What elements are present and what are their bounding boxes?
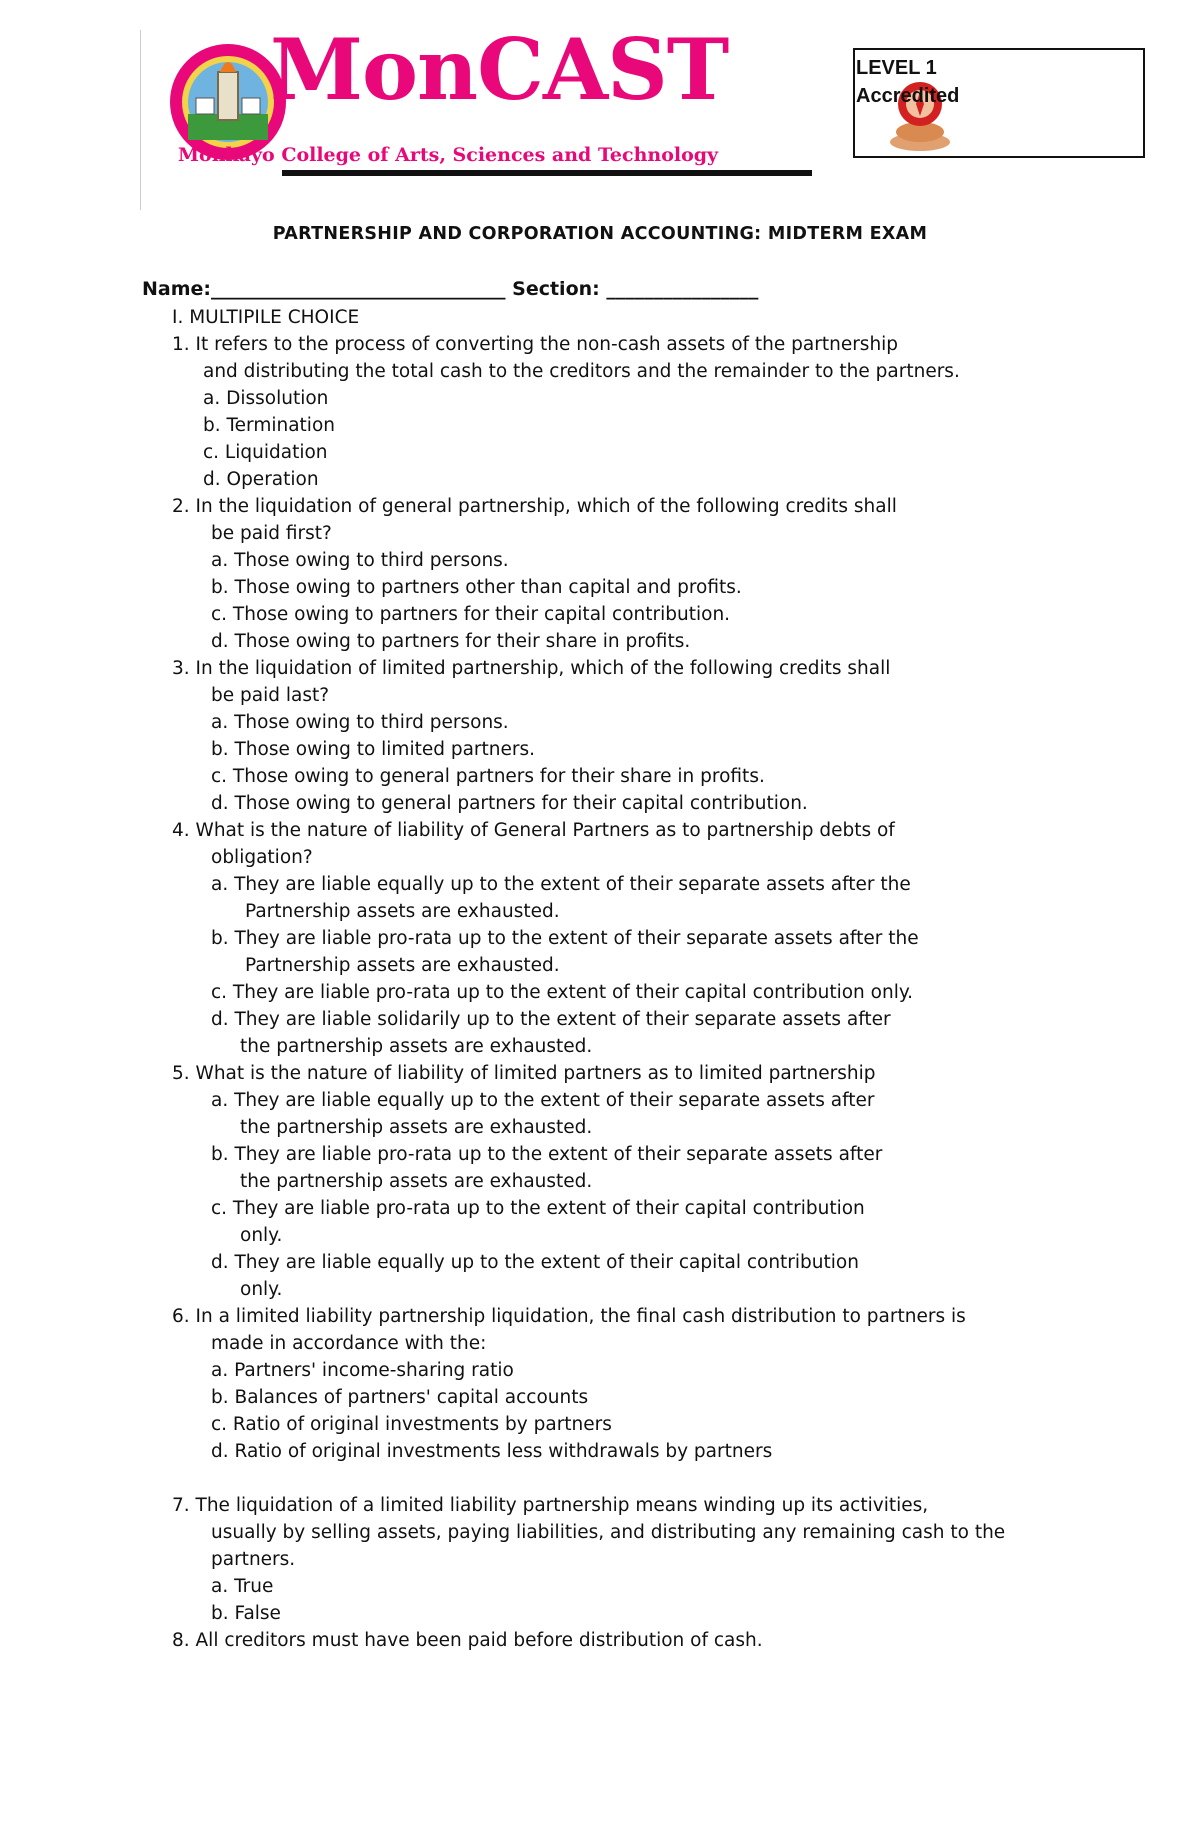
name-label: Name: xyxy=(142,278,212,300)
choice-line: Partnership assets are exhausted. xyxy=(245,955,560,976)
question-line: 4. What is the nature of liability of General Partners as to partnership debts of xyxy=(172,820,895,841)
question-line: 3. In the liquidation of limited partnership, which of the following credits shall xyxy=(172,658,891,679)
college-name: Monkayo College of Arts, Sciences and Technology xyxy=(178,144,719,166)
choice-line: d. They are liable solidarily up to the extent of their separate assets after xyxy=(211,1009,891,1030)
question-line: usually by selling assets, paying liabilities, and distributing any remaining cash to the xyxy=(211,1522,1006,1543)
question-line: 2. In the liquidation of general partnership, which of the following credits shall xyxy=(172,496,897,517)
section-heading: I. MULTIPILE CHOICE xyxy=(172,307,360,328)
choice-line: a. Dissolution xyxy=(203,388,329,409)
choice-line: b. Balances of partners' capital accounts xyxy=(211,1387,589,1408)
choice-line: c. They are liable pro-rata up to the extent of their capital contribution only. xyxy=(211,982,914,1003)
choice-line: b. False xyxy=(211,1603,281,1624)
question-line: 1. It refers to the process of converting the non-cash assets of the partnership xyxy=(172,334,899,355)
exam-title: PARTNERSHIP AND CORPORATION ACCOUNTING: MIDTERM EXAM xyxy=(272,224,928,244)
accreditation-text xyxy=(856,54,959,110)
choice-line: a. They are liable equally up to the extent of their separate assets after xyxy=(211,1090,875,1111)
choice-line: b. They are liable pro-rata up to the extent of their separate assets after the xyxy=(211,928,919,949)
choice-line: a. Partners' income-sharing ratio xyxy=(211,1360,514,1381)
choice-line: d. Operation xyxy=(203,469,319,490)
choice-line: a. True xyxy=(211,1576,274,1597)
choice-line: the partnership assets are exhausted. xyxy=(240,1117,593,1138)
choice-line: b. Those owing to partners other than capital and profits. xyxy=(211,577,742,598)
question-line: partners. xyxy=(211,1549,296,1570)
choice-line: c. They are liable pro-rata up to the extent of their capital contribution xyxy=(211,1198,865,1219)
question-line: 7. The liquidation of a limited liability partnership means winding up its activities, xyxy=(172,1495,929,1516)
question-line: be paid last? xyxy=(211,685,330,706)
header-divider xyxy=(140,30,141,210)
choice-line: the partnership assets are exhausted. xyxy=(240,1036,593,1057)
choice-line: d. Those owing to partners for their share in profits. xyxy=(211,631,691,652)
choice-line: Partnership assets are exhausted. xyxy=(245,901,560,922)
choice-line: the partnership assets are exhausted. xyxy=(240,1171,593,1192)
name-section-line xyxy=(142,278,758,300)
choice-line: b. Termination xyxy=(203,415,335,436)
choice-line: a. Those owing to third persons. xyxy=(211,550,509,571)
name-blank: _______________________________ xyxy=(211,278,506,300)
question-line: made in accordance with the: xyxy=(211,1333,487,1354)
college-underline xyxy=(282,170,812,176)
choice-line: b. They are liable pro-rata up to the extent of their separate assets after xyxy=(211,1144,883,1165)
question-line: 6. In a limited liability partnership liquidation, the final cash distribution to partners is xyxy=(172,1306,966,1327)
choice-line: c. Liquidation xyxy=(203,442,328,463)
choice-line: c. Those owing to partners for their capital contribution. xyxy=(211,604,731,625)
question-line: and distributing the total cash to the creditors and the remainder to the partners. xyxy=(203,361,960,382)
question-line: 5. What is the nature of liability of limited partners as to limited partnership xyxy=(172,1063,876,1084)
choice-line: c. Ratio of original investments by partners xyxy=(211,1414,612,1435)
section-blank: ________________ xyxy=(606,278,759,300)
question-line: obligation? xyxy=(211,847,313,868)
choice-line: a. They are liable equally up to the extent of their separate assets after the xyxy=(211,874,911,895)
choice-line: a. Those owing to third persons. xyxy=(211,712,509,733)
choice-line: only. xyxy=(240,1225,283,1246)
question-line: 8. All creditors must have been paid before distribution of cash. xyxy=(172,1630,763,1651)
choice-line: d. Those owing to general partners for their capital contribution. xyxy=(211,793,808,814)
choice-line: d. Ratio of original investments less withdrawals by partners xyxy=(211,1441,773,1462)
question-line: be paid first? xyxy=(211,523,332,544)
accredited-label: Accredited xyxy=(856,85,960,107)
choice-line: only. xyxy=(240,1279,283,1300)
level-label: LEVEL 1 xyxy=(856,57,937,79)
choice-line: b. Those owing to limited partners. xyxy=(211,739,536,760)
choice-line: c. Those owing to general partners for their share in profits. xyxy=(211,766,765,787)
section-label: Section: xyxy=(512,278,600,300)
brand-logo-text: MonCAST xyxy=(270,20,729,119)
choice-line: d. They are liable equally up to the extent of their capital contribution xyxy=(211,1252,859,1273)
